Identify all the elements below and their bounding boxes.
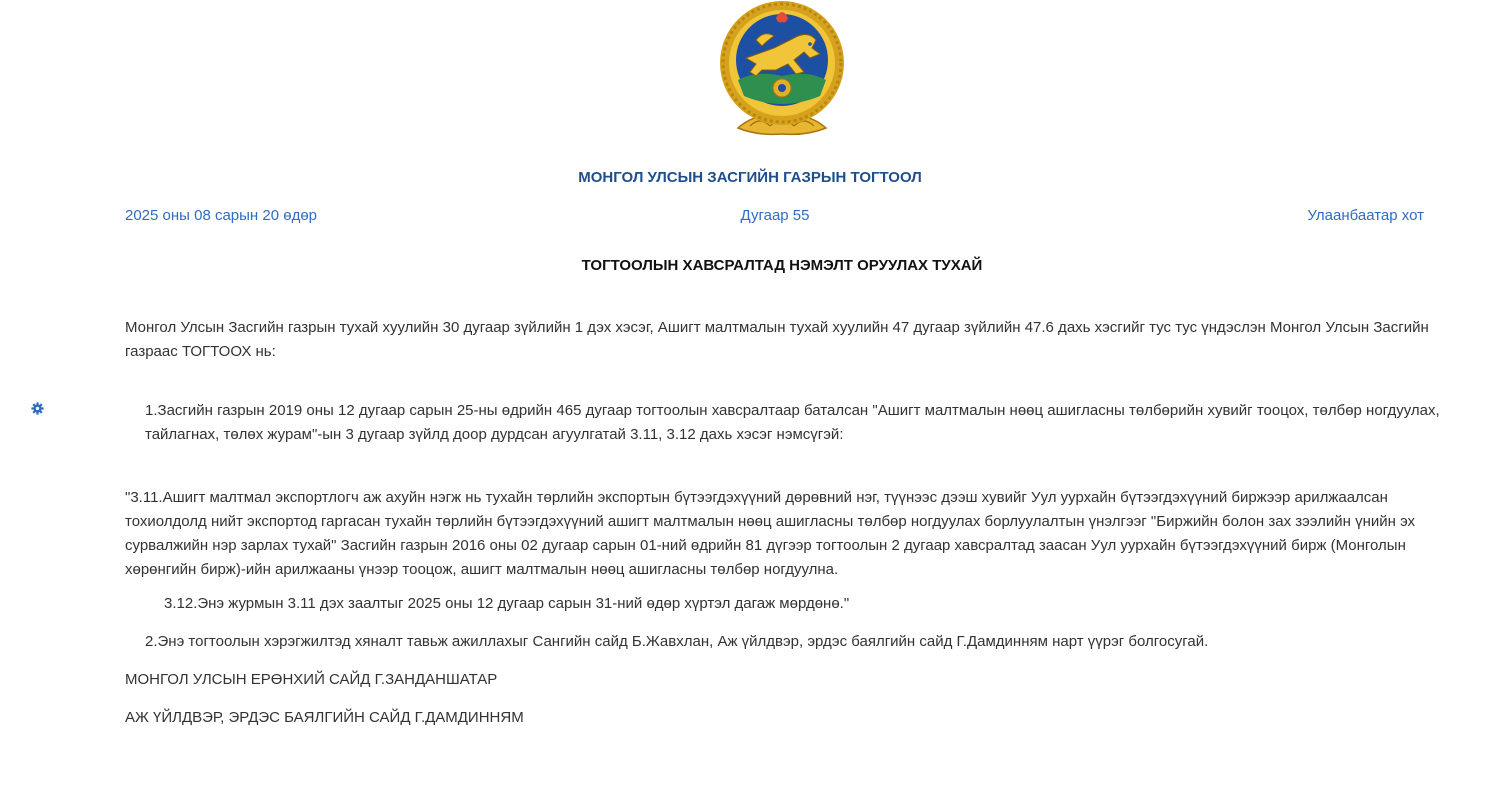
- document-place: Улаанбаатар хот: [1307, 207, 1424, 224]
- preamble-paragraph: Монгол Улсын Засгийн газрын тухай хуулийн 30 дугаар зүйлийн 1 дэх хэсэг, Ашигт малтмалын тухай хуулийн 47 дугаар зүйлийн 47.6 дахь хэсгийг тус тус үндэслэн Монгол Улсын Засгийн газраас ТОГТООХ нь:: [125, 319, 1429, 360]
- document-subject: ТОГТООЛЫН ХАВСРАЛТАД НЭМЭЛТ ОРУУЛАХ ТУХАЙ: [581, 257, 983, 274]
- item-2-paragraph: 2.Энэ тогтоолын хэрэгжилтэд хяналт тавьж ажиллахыг Сангийн сайд Б.Жавхлан, Аж үйлдвэр, эрдэс баялгийн сайд Г.Дамдинням нарт үүрэг болгосугай.: [145, 633, 1209, 650]
- gear-icon[interactable]: [31, 402, 44, 415]
- signature-prime-minister: МОНГОЛ УЛСЫН ЕРӨНХИЙ САЙД Г.ЗАНДАНШАТАР: [125, 671, 498, 688]
- signature-minister: АЖ ҮЙЛДВЭР, ЭРДЭС БАЯЛГИЙН САЙД Г.ДАМДИННЯМ: [125, 709, 524, 726]
- document-date: 2025 оны 08 сарын 20 өдөр: [125, 207, 318, 224]
- quote-3-12-paragraph: 3.12.Энэ журмын 3.11 дэх заалтыг 2025 оны 12 дугаар сарын 31-ний өдөр хүртэл дагаж мөрдөнө.": [164, 595, 850, 612]
- quote-3-11-paragraph: "3.11.Ашигт малтмал экспортлогч аж ахуйн нэгж нь тухайн төрлийн экспортын бүтээгдэхүүний дөрөвний нэг, түүнээс дээш хувийг Уул уурхайн бүтээгдэхүүний биржээр арилжаалсан тохиолдолд нийт экспортод гаргасан тухайн төрлийн бүтээгдэхүүний ашигт малтмалын нөөц ашигласны төлбөр ногдуулах борлуулалтын үнэлгээг "Биржийн болон зах зээлийн үнийн эх сурвалжийн нэр зарлах тухай" Засгийн газрын 2016 оны 02 дугаар сарын 01-ний өдрийн 81 дүгээр тогтоолын 2 дугаар хавсралтад заасан Уул уурхайн бүтээгдэхүүний бирж (Монголын хөрөнгийн бирж)-ийн арилжааны үнээр тооцож, ашигт малтмалын нөөц ашигласны төлбөр ногдуулна.: [125, 489, 1416, 578]
- item-1-paragraph: 1.Засгийн газрын 2019 оны 12 дугаар сарын 25-ны өдрийн 465 дугаар тогтоолын хавсралтаар баталсан "Ашигт малтмалын нөөц ашигласны төлбөрийн хувийг тооцох, төлбөр ногдуулах, тайлагнах, төлөх журам"-ын 3 дугаар зүйлд доор дурдсан агуулгатай 3.11, 3.12 дахь хэсэг нэмсүгэй:: [145, 402, 1440, 443]
- document-heading: МОНГОЛ УЛСЫН ЗАСГИЙН ГАЗРЫН ТОГТООЛ: [578, 169, 922, 186]
- state-emblem-icon: [716, 0, 848, 140]
- document-number: Дугаар 55: [740, 207, 810, 224]
